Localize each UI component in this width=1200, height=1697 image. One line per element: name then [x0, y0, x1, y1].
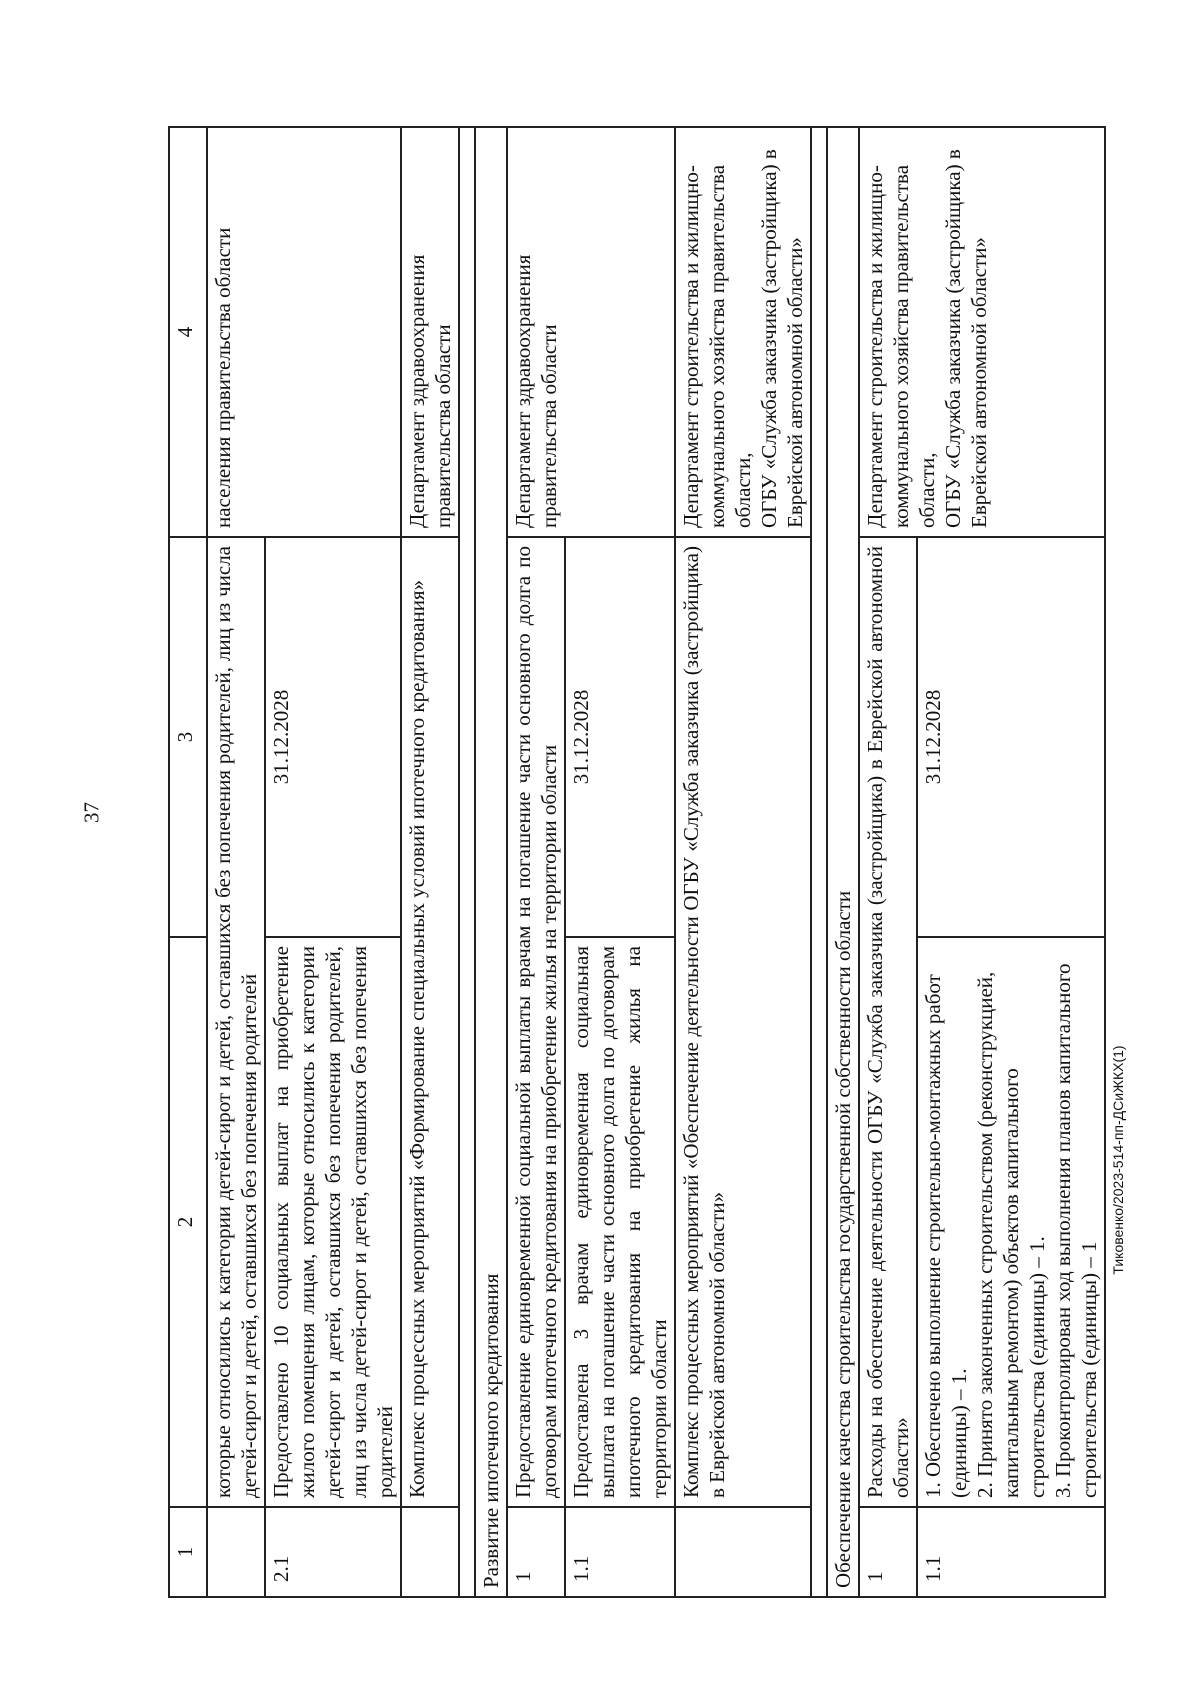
page-number: 37	[79, 802, 104, 823]
row-date: 31.12.2028	[265, 537, 401, 937]
spacer-cell	[811, 127, 827, 1597]
row-text: Расходы на обеспечение деятельности ОГБУ «Служба заказчика (застройщика) в Еврейской автономной области»	[859, 537, 917, 1507]
row-responsible: Департамент здравоохранения правительства области	[401, 127, 459, 537]
row-text: Предоставлено 10 социальных выплат на приобретение жилого помещения лицам, которые относились к категории детей-сирот и детей, оставшихся без попечения родителей, лиц из числа детей-сирот и детей, оставшихся без попечения родителей	[265, 937, 401, 1507]
section-row	[827, 127, 859, 1597]
header-cell-1: 1	[169, 1507, 207, 1597]
row-number: 2.1	[265, 1507, 401, 1597]
header-cell-3: 3	[169, 537, 207, 937]
table-row	[507, 127, 565, 1597]
row-number: 1.1	[565, 1507, 675, 1597]
rotated-table-container	[168, 128, 1101, 1598]
row-text: которые относились к категории детей-сирот и детей, оставшихся без попечения родителей, лиц из числа детей-сирот и детей, оставшихся без попечения родителей	[207, 537, 265, 1507]
document-code: Тиковенко/2023-514-пп-ДСиЖКХ(1)	[1110, 1045, 1126, 1275]
table-header-row	[169, 127, 207, 1597]
events-table	[168, 126, 1106, 1598]
row-text: Предоставление единовременной социальной выплаты врачам на погашение части основного долга по договорам ипотечного кредитования на приобретение жилья на территории области	[507, 537, 565, 1507]
table-spacer-row	[459, 127, 475, 1597]
table-row	[401, 127, 459, 1597]
section-title: Развитие ипотечного кредитования	[475, 127, 507, 1597]
row-number: 1	[507, 1507, 565, 1597]
table-row	[859, 127, 917, 1597]
row-responsible: Департамент строительства и жилищно-коммунального хозяйства правительства области, ОГБУ «Служба заказчика (застройщика) в Еврейской автономной области»	[859, 127, 1105, 537]
row-responsible: населения правительства области	[207, 127, 401, 537]
header-cell-2: 2	[169, 937, 207, 1507]
table-row	[207, 127, 265, 1597]
row-text: Комплекс процессных мероприятий «Обеспечение деятельности ОГБУ «Служба заказчика (застройщика) в Еврейской автономной области»	[675, 537, 811, 1507]
section-title: Обеспечение качества строительства государственной собственности области	[827, 127, 859, 1597]
row-number	[675, 1507, 811, 1597]
row-date: 31.12.2028	[917, 537, 1105, 937]
row-number	[401, 1507, 459, 1597]
header-cell-4: 4	[169, 127, 207, 537]
table-row	[675, 127, 811, 1597]
row-text: Комплекс процессных мероприятий «Формирование специальных условий ипотечного кредитования»	[401, 537, 459, 1507]
row-number: 1	[859, 1507, 917, 1597]
row-date: 31.12.2028	[565, 537, 675, 937]
section-row	[475, 127, 507, 1597]
row-number: 1.1	[917, 1507, 1105, 1597]
table-spacer-row	[811, 127, 827, 1597]
row-text: Предоставлена 3 врачам единовременная социальная выплата на погашение части основного долга по договорам ипотечного кредитования на приобретение жилья на территории области	[565, 937, 675, 1507]
row-number	[207, 1507, 265, 1597]
row-responsible: Департамент строительства и жилищно-коммунального хозяйства правительства области, ОГБУ «Служба заказчика (застройщика) в Еврейской автономной области»	[675, 127, 811, 537]
spacer-cell	[459, 127, 475, 1597]
row-responsible: Департамент здравоохранения правительства области	[507, 127, 675, 537]
row-text: 1. Обеспечено выполнение строительно-монтажных работ (единицы) – 1. 2. Принято законченных строительством (реконструкцией, капитальным ремонтом) объектов капитального строительства (единицы) – 1. 3. Проконтролирован ход выполнения планов капитального строительства (единицы) – 1	[917, 937, 1105, 1507]
